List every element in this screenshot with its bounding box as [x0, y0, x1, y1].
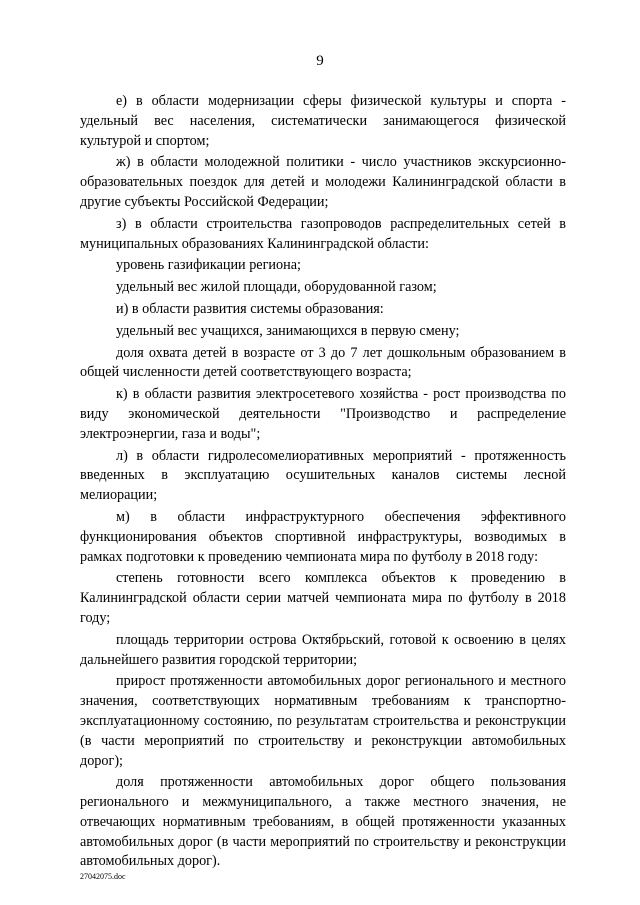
paragraph-l: л) в области гидролесомелиоративных мероприятий - протяженность введенных в эксплуатацию осушительных каналов системы лесной мелиорации; [80, 447, 566, 504]
paragraph-first-shift-share: удельный вес учащихся, занимающихся в первую смену; [116, 322, 460, 339]
paragraph-i: и) в области развития системы образования: [116, 300, 384, 317]
paragraph-gas-housing-share: удельный вес жилой площади, оборудованной газом; [116, 279, 437, 296]
paragraph-preschool-coverage: доля охвата детей в возрасте от 3 до 7 лет дошкольным образованием в общей численности детей соответствующего возраста; [80, 344, 566, 381]
paragraph-k: к) в области развития электросетевого хозяйства - рост производства по виду экономической деятельности "Производство и распределение электроэнергии, газа и воды"; [80, 386, 566, 442]
document-body [80, 92, 566, 872]
paragraph-zh: ж) в области молодежной политики - число участников экскурсионно-образовательных поездок для детей и молодежи Калининградской области в другие субъекты Российской Федерации; [80, 154, 566, 210]
paragraph-m: м) в области инфраструктурного обеспечения эффективного функционирования объектов спортивной инфраструктуры, возводимых в рамках подготовки к проведению чемпионата мира по футболу в 2018 году: [80, 508, 566, 565]
paragraph-z: з) в области строительства газопроводов распределительных сетей в муниципальных образованиях Калининградской области: [80, 215, 566, 252]
paragraph-island-area: площадь территории острова Октябрьский, готовой к освоению в целях дальнейшего развития городской территории; [80, 631, 566, 668]
paragraph-road-length-growth: прирост протяженности автомобильных дорог регионального и местного значения, соответствующих нормативным требованиям к транспортно-эксплуатационному состоянию, по результатам строительства и реконструкции (в части мероприятий по строительству и реконструкции автомобильных дорог); [80, 673, 566, 769]
page-number: 9 [316, 53, 324, 69]
paragraph-gasification-level: уровень газификации региона; [116, 257, 301, 274]
file-name-footer: 27042075.doc [80, 872, 126, 881]
paragraph-noncompliant-roads-share: доля протяженности автомобильных дорог общего пользования регионального и межмуниципального, а также местного значения, не отвечающих нормативным требованиям, в общей протяженности указанных автомобильных дорог (в части мероприятий по строительству и реконструкции автомобильных дорог). [80, 774, 566, 870]
paragraph-e: е) в области модернизации сферы физической культуры и спорта - удельный вес населения, систематически занимающегося физической культурой и спортом; [80, 93, 566, 149]
paragraph-readiness-degree: степень готовности всего комплекса объектов к проведению в Калининградской области серии матчей чемпионата мира по футболу в 2018 году; [80, 570, 566, 626]
